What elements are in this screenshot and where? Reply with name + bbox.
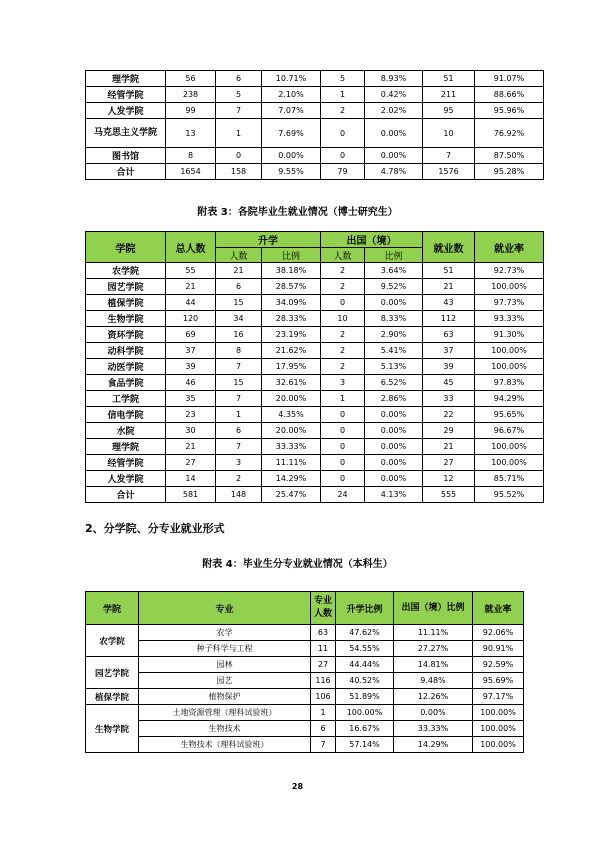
college-cell: 经管学院 — [86, 455, 166, 471]
rate-cell: 97.17% — [473, 689, 524, 705]
table-row — [86, 279, 544, 295]
further-ratio-cell: 57.14% — [336, 737, 394, 753]
college-cell: 水院 — [86, 423, 166, 439]
total-cell: 21 — [166, 279, 216, 295]
total-cell: 238 — [166, 87, 216, 103]
abroad-ratio-cell: 11.11% — [394, 625, 473, 641]
rate-cell: 92.59% — [473, 657, 524, 673]
total-row — [86, 487, 544, 503]
table-row — [86, 407, 544, 423]
rate-cell: 92.06% — [473, 625, 524, 641]
table-row — [86, 455, 544, 471]
rate-cell: 100.00% — [473, 705, 524, 721]
further-count-cell: 15 — [216, 375, 262, 391]
further-count-cell: 7 — [216, 359, 262, 375]
further-ratio-cell: 100.00% — [336, 705, 394, 721]
abroad-count-cell: 3 — [321, 375, 365, 391]
employed-cell: 22 — [423, 407, 475, 423]
abroad-ratio-cell: 27.27% — [394, 641, 473, 657]
count-cell: 27 — [311, 657, 336, 673]
further-ratio-cell: 38.18% — [262, 263, 321, 279]
employed-cell: 51 — [423, 71, 475, 87]
count-cell: 106 — [311, 689, 336, 705]
employed-cell: 63 — [423, 327, 475, 343]
abroad-count-cell: 2 — [321, 327, 365, 343]
table-row — [86, 103, 544, 119]
table-row — [86, 721, 524, 737]
further-ratio-cell: 7.69% — [262, 119, 321, 148]
college-cell: 人发学院 — [86, 103, 166, 119]
rate-cell: 76.92% — [475, 119, 544, 148]
abroad-ratio-cell: 6.52% — [365, 375, 423, 391]
employed-cell: 112 — [423, 311, 475, 327]
table-row — [86, 295, 544, 311]
college-cell: 信电学院 — [86, 407, 166, 423]
further-count-cell: 5 — [216, 87, 262, 103]
rate-cell: 88.66% — [475, 87, 544, 103]
abroad-count-cell: 0 — [321, 423, 365, 439]
abroad-ratio-cell: 9.48% — [394, 673, 473, 689]
total-cell: 30 — [166, 423, 216, 439]
major-cell: 生物技术 — [139, 721, 311, 737]
further-count-cell: 0 — [216, 148, 262, 164]
college-cell: 理学院 — [86, 439, 166, 455]
college-cell: 动医学院 — [86, 359, 166, 375]
employed-cell: 10 — [423, 119, 475, 148]
abroad-count-cell: 2 — [321, 359, 365, 375]
abroad-ratio-cell: 0.00% — [365, 439, 423, 455]
employed-cell: 7 — [423, 148, 475, 164]
employed-cell: 45 — [423, 375, 475, 391]
abroad-count-cell: 1 — [321, 391, 365, 407]
count-cell: 63 — [311, 625, 336, 641]
rate-cell: 91.30% — [475, 327, 544, 343]
further-count-cell: 21 — [216, 263, 262, 279]
further-ratio-cell: 16.67% — [336, 721, 394, 737]
college-cell: 经管学院 — [86, 87, 166, 103]
further-ratio-cell: 10.71% — [262, 71, 321, 87]
table-caption-3: 附表 3：各院毕业生就业情况（博士研究生） — [197, 207, 398, 218]
further-ratio-cell: 17.95% — [262, 359, 321, 375]
abroad-count-cell: 0 — [321, 455, 365, 471]
abroad-ratio-cell: 14.29% — [394, 737, 473, 753]
total-cell: 46 — [166, 375, 216, 391]
abroad-ratio-cell: 3.64% — [365, 263, 423, 279]
header-ratio: 比例 — [262, 248, 321, 263]
abroad-count-cell: 79 — [321, 164, 365, 180]
header-further: 升学 — [216, 232, 321, 248]
abroad-ratio-cell: 5.41% — [365, 343, 423, 359]
rate-cell: 95.96% — [475, 103, 544, 119]
abroad-ratio-cell: 14.81% — [394, 657, 473, 673]
major-cell: 植物保护 — [139, 689, 311, 705]
abroad-count-cell: 2 — [321, 103, 365, 119]
abroad-count-cell: 0 — [321, 295, 365, 311]
further-ratio-cell: 7.07% — [262, 103, 321, 119]
further-count-cell: 34 — [216, 311, 262, 327]
college-cell: 动科学院 — [86, 343, 166, 359]
total-cell: 55 — [166, 263, 216, 279]
further-ratio-cell: 4.35% — [262, 407, 321, 423]
abroad-count-cell: 0 — [321, 407, 365, 423]
rate-cell: 97.73% — [475, 295, 544, 311]
further-ratio-cell: 47.62% — [336, 625, 394, 641]
college-cell: 植保学院 — [86, 295, 166, 311]
employed-cell: 27 — [423, 455, 475, 471]
table-row — [86, 673, 524, 689]
header-rate: 就业率 — [473, 592, 524, 625]
table-undergrad-by-major — [85, 591, 524, 753]
further-ratio-cell: 40.52% — [336, 673, 394, 689]
total-cell: 120 — [166, 311, 216, 327]
header-count: 人数 — [216, 248, 262, 263]
table-row — [86, 119, 544, 148]
further-count-cell: 1 — [216, 119, 262, 148]
college-cell: 合计 — [86, 487, 166, 503]
rate-cell: 100.00% — [473, 721, 524, 737]
further-count-cell: 148 — [216, 487, 262, 503]
further-ratio-cell: 20.00% — [262, 423, 321, 439]
header-major-count: 专业人数 — [311, 592, 336, 625]
count-cell: 116 — [311, 673, 336, 689]
rate-cell: 100.00% — [473, 737, 524, 753]
abroad-ratio-cell: 0.00% — [365, 407, 423, 423]
table-row — [86, 148, 544, 164]
major-cell: 园林 — [139, 657, 311, 673]
abroad-ratio-cell: 8.33% — [365, 311, 423, 327]
college-cell: 园艺学院 — [86, 279, 166, 295]
rate-cell: 96.67% — [475, 423, 544, 439]
abroad-count-cell: 0 — [321, 439, 365, 455]
employed-cell: 43 — [423, 295, 475, 311]
college-cell: 生物学院 — [86, 705, 139, 753]
abroad-count-cell: 2 — [321, 263, 365, 279]
abroad-ratio-cell: 0.00% — [365, 148, 423, 164]
abroad-ratio-cell: 4.78% — [365, 164, 423, 180]
rate-cell: 100.00% — [475, 455, 544, 471]
total-cell: 581 — [166, 487, 216, 503]
table-row — [86, 391, 544, 407]
abroad-ratio-cell: 2.90% — [365, 327, 423, 343]
college-cell: 园艺学院 — [86, 657, 139, 689]
major-cell: 生物技术（理科试验班） — [139, 737, 311, 753]
total-cell: 8 — [166, 148, 216, 164]
table-row — [86, 641, 524, 657]
further-ratio-cell: 51.89% — [336, 689, 394, 705]
further-count-cell: 6 — [216, 423, 262, 439]
section-heading: 2、分学院、分专业就业形式 — [85, 522, 225, 535]
further-ratio-cell: 44.44% — [336, 657, 394, 673]
abroad-count-cell: 0 — [321, 471, 365, 487]
rate-cell: 95.52% — [475, 487, 544, 503]
rate-cell: 100.00% — [475, 279, 544, 295]
table-row — [86, 423, 544, 439]
abroad-ratio-cell: 0.00% — [365, 471, 423, 487]
total-cell: 69 — [166, 327, 216, 343]
total-cell: 27 — [166, 455, 216, 471]
abroad-ratio-cell: 0.42% — [365, 87, 423, 103]
employed-cell: 33 — [423, 391, 475, 407]
page-number: 28 — [291, 782, 304, 791]
employed-cell: 555 — [423, 487, 475, 503]
rate-cell: 100.00% — [475, 359, 544, 375]
rate-cell: 85.71% — [475, 471, 544, 487]
further-ratio-cell: 25.47% — [262, 487, 321, 503]
major-cell: 种子科学与工程 — [139, 641, 311, 657]
abroad-count-cell: 2 — [321, 279, 365, 295]
total-cell: 35 — [166, 391, 216, 407]
rate-cell: 95.65% — [475, 407, 544, 423]
table-graduate-continuation — [85, 70, 544, 180]
college-cell: 合计 — [86, 164, 166, 180]
rate-cell: 87.50% — [475, 148, 544, 164]
further-count-cell: 6 — [216, 71, 262, 87]
abroad-ratio-cell: 0.00% — [365, 119, 423, 148]
college-cell: 生物学院 — [86, 311, 166, 327]
further-count-cell: 6 — [216, 279, 262, 295]
header-college: 学院 — [86, 592, 139, 625]
further-ratio-cell: 21.62% — [262, 343, 321, 359]
abroad-count-cell: 2 — [321, 343, 365, 359]
further-ratio-cell: 34.09% — [262, 295, 321, 311]
college-cell: 工学院 — [86, 391, 166, 407]
table-row — [86, 343, 544, 359]
abroad-count-cell: 5 — [321, 71, 365, 87]
employed-cell: 211 — [423, 87, 475, 103]
abroad-ratio-cell: 8.93% — [365, 71, 423, 87]
abroad-count-cell: 0 — [321, 148, 365, 164]
header-college: 学院 — [86, 232, 166, 263]
employed-cell: 21 — [423, 279, 475, 295]
abroad-ratio-cell: 4.13% — [365, 487, 423, 503]
table-row — [86, 625, 524, 641]
rate-cell: 100.00% — [475, 343, 544, 359]
count-cell: 11 — [311, 641, 336, 657]
abroad-ratio-cell: 5.13% — [365, 359, 423, 375]
college-cell: 资环学院 — [86, 327, 166, 343]
further-count-cell: 8 — [216, 343, 262, 359]
rate-cell: 94.29% — [475, 391, 544, 407]
abroad-count-cell: 0 — [321, 119, 365, 148]
abroad-ratio-cell: 12.26% — [394, 689, 473, 705]
employed-cell: 37 — [423, 343, 475, 359]
header-further-ratio: 升学比例 — [336, 592, 394, 625]
abroad-ratio-cell: 0.00% — [394, 705, 473, 721]
further-ratio-cell: 23.19% — [262, 327, 321, 343]
rate-cell: 92.73% — [475, 263, 544, 279]
header-rate: 就业率 — [475, 232, 544, 263]
abroad-ratio-cell: 0.00% — [365, 295, 423, 311]
count-cell: 7 — [311, 737, 336, 753]
header-employed: 就业数 — [423, 232, 475, 263]
rate-cell: 93.33% — [475, 311, 544, 327]
employed-cell: 95 — [423, 103, 475, 119]
table-row — [86, 87, 544, 103]
table-row — [86, 705, 524, 721]
total-cell: 21 — [166, 439, 216, 455]
further-ratio-cell: 28.57% — [262, 279, 321, 295]
further-ratio-cell: 11.11% — [262, 455, 321, 471]
college-cell: 植保学院 — [86, 689, 139, 705]
abroad-ratio-cell: 0.00% — [365, 423, 423, 439]
table-row — [86, 375, 544, 391]
college-cell: 理学院 — [86, 71, 166, 87]
header-total: 总人数 — [166, 232, 216, 263]
total-cell: 23 — [166, 407, 216, 423]
header-abroad-ratio: 出国（境）比例 — [394, 592, 473, 625]
header-ratio: 比例 — [365, 248, 423, 263]
further-ratio-cell: 9.55% — [262, 164, 321, 180]
further-count-cell: 7 — [216, 439, 262, 455]
table-row — [86, 689, 524, 705]
rate-cell: 95.28% — [475, 164, 544, 180]
college-cell: 马克思主义学院 — [86, 119, 166, 148]
further-count-cell: 15 — [216, 295, 262, 311]
further-count-cell: 158 — [216, 164, 262, 180]
employed-cell: 1576 — [423, 164, 475, 180]
rate-cell: 91.07% — [475, 71, 544, 87]
further-count-cell: 2 — [216, 471, 262, 487]
further-ratio-cell: 14.29% — [262, 471, 321, 487]
table-row — [86, 71, 544, 87]
abroad-count-cell: 10 — [321, 311, 365, 327]
college-cell: 图书馆 — [86, 148, 166, 164]
total-cell: 13 — [166, 119, 216, 148]
abroad-ratio-cell: 33.33% — [394, 721, 473, 737]
further-count-cell: 16 — [216, 327, 262, 343]
total-cell: 44 — [166, 295, 216, 311]
table-row — [86, 311, 544, 327]
employed-cell: 39 — [423, 359, 475, 375]
employed-cell: 51 — [423, 263, 475, 279]
further-ratio-cell: 33.33% — [262, 439, 321, 455]
abroad-ratio-cell: 2.86% — [365, 391, 423, 407]
table-row — [86, 359, 544, 375]
table-row — [86, 327, 544, 343]
abroad-count-cell: 24 — [321, 487, 365, 503]
header-count: 人数 — [321, 248, 365, 263]
college-cell: 农学院 — [86, 625, 139, 657]
further-count-cell: 7 — [216, 103, 262, 119]
employed-cell: 29 — [423, 423, 475, 439]
further-count-cell: 7 — [216, 391, 262, 407]
total-row — [86, 164, 544, 180]
major-cell: 农学 — [139, 625, 311, 641]
rate-cell: 90.91% — [473, 641, 524, 657]
table-row — [86, 263, 544, 279]
total-cell: 99 — [166, 103, 216, 119]
further-ratio-cell: 32.61% — [262, 375, 321, 391]
further-count-cell: 1 — [216, 407, 262, 423]
further-ratio-cell: 2.10% — [262, 87, 321, 103]
table-doctoral-employment — [85, 231, 544, 503]
table-caption-4: 附表 4：毕业生分专业就业情况（本科生） — [202, 559, 393, 570]
table-row — [86, 439, 544, 455]
abroad-count-cell: 1 — [321, 87, 365, 103]
employed-cell: 21 — [423, 439, 475, 455]
further-ratio-cell: 0.00% — [262, 148, 321, 164]
table-row — [86, 657, 524, 673]
abroad-ratio-cell: 9.52% — [365, 279, 423, 295]
total-cell: 14 — [166, 471, 216, 487]
header-abroad: 出国（境） — [321, 232, 423, 248]
header-major: 专业 — [139, 592, 311, 625]
rate-cell: 95.69% — [473, 673, 524, 689]
employed-cell: 12 — [423, 471, 475, 487]
college-cell: 农学院 — [86, 263, 166, 279]
college-cell: 食品学院 — [86, 375, 166, 391]
major-cell: 园艺 — [139, 673, 311, 689]
college-cell: 人发学院 — [86, 471, 166, 487]
total-cell: 1654 — [166, 164, 216, 180]
total-cell: 37 — [166, 343, 216, 359]
rate-cell: 100.00% — [475, 439, 544, 455]
abroad-ratio-cell: 0.00% — [365, 455, 423, 471]
table-row — [86, 737, 524, 753]
table-row — [86, 471, 544, 487]
count-cell: 6 — [311, 721, 336, 737]
further-ratio-cell: 28.33% — [262, 311, 321, 327]
further-count-cell: 3 — [216, 455, 262, 471]
total-cell: 56 — [166, 71, 216, 87]
major-cell: 土地资源管理（理科试验班） — [139, 705, 311, 721]
count-cell: 1 — [311, 705, 336, 721]
abroad-ratio-cell: 2.02% — [365, 103, 423, 119]
rate-cell: 97.83% — [475, 375, 544, 391]
further-ratio-cell: 54.55% — [336, 641, 394, 657]
further-ratio-cell: 20.00% — [262, 391, 321, 407]
total-cell: 39 — [166, 359, 216, 375]
